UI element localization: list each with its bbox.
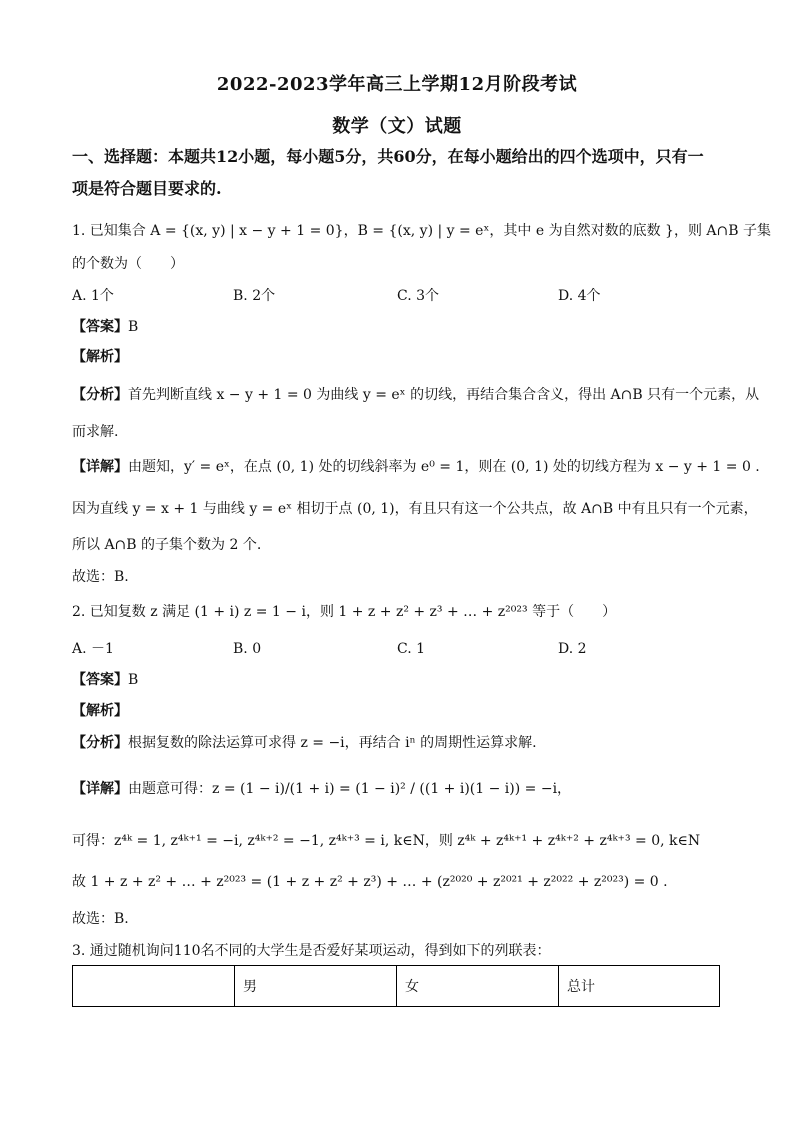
- answer-label: 【答案】: [72, 672, 128, 688]
- detail-text: 由题知，y′ = eˣ，在点 (0, 1) 处的切线斜率为 e⁰ = 1，则在 (0, 1) 处的切线方程为 x − y + 1 = 0 .: [128, 459, 760, 475]
- q1-stem-line1: 1. 已知集合 A = {(x, y) | x − y + 1 = 0}，B = {(x, y) | y = eˣ，其中 e 为自然对数的底数 }，则 A∩B 子集: [72, 223, 771, 239]
- q1-option-b: B. 2个: [233, 288, 276, 304]
- q2-option-d: D. 2: [558, 641, 587, 657]
- answer-value: B: [128, 319, 139, 335]
- page-title: 2022-2023学年高三上学期12月阶段考试: [216, 74, 578, 95]
- page-subtitle: 数学（文）试题: [332, 116, 462, 137]
- q1-option-c: C. 3个: [397, 288, 440, 304]
- detail-label: 【详解】: [72, 459, 128, 475]
- q1-analysis-label: 【解析】: [72, 349, 128, 365]
- q2-analysis-label: 【解析】: [72, 703, 128, 719]
- table-header-female: 女: [397, 966, 559, 1006]
- q1-option-a: A. 1个: [72, 288, 114, 304]
- section-heading-line1: 一、选择题：本题共12小题，每小题5分，共60分，在每小题给出的四个选项中，只有一: [72, 147, 704, 166]
- q3-stem: 3. 通过随机询问110名不同的大学生是否爱好某项运动，得到如下的列联表：: [72, 943, 551, 959]
- answer-value: B: [128, 672, 139, 688]
- q2-option-c: C. 1: [397, 641, 426, 657]
- q1-answer: [72, 318, 732, 336]
- q2-conclusion: 故选：B.: [72, 911, 129, 927]
- q2-answer: [72, 671, 732, 689]
- fenxi-label: 【分析】: [72, 735, 128, 751]
- fenxi-label: 【分析】: [72, 387, 128, 403]
- section-heading-line2: 项是符合题目要求的.: [72, 179, 222, 198]
- contingency-table: [72, 965, 720, 1007]
- q1-detail-line3: 所以 A∩B 的子集个数为 2 个.: [72, 537, 262, 553]
- q2-option-b: B. 0: [233, 641, 262, 657]
- q1-conclusion: 故选：B.: [72, 569, 129, 585]
- q2-fenxi-line1: [72, 734, 732, 752]
- table-header-total: 总计: [567, 979, 595, 995]
- q2-detail-line2: 可得：z⁴ᵏ = 1, z⁴ᵏ⁺¹ = −i, z⁴ᵏ⁺² = −1, z⁴ᵏ⁺³ = i, k∈N，则 z⁴ᵏ + z⁴ᵏ⁺¹ + z⁴ᵏ⁺² + z⁴ᵏ⁺³ = 0, k∈N: [72, 833, 701, 849]
- fenxi-text: 根据复数的除法运算可求得 z = −i，再结合 iⁿ 的周期性运算求解.: [128, 735, 537, 751]
- q1-fenxi-line1: [72, 386, 760, 404]
- table-header-male: 男: [235, 966, 397, 1006]
- q2-detail-line3: 故 1 + z + z² + … + z²⁰²³ = (1 + z + z² + z³) + … + (z²⁰²⁰ + z²⁰²¹ + z²⁰²² + z²⁰²³) = 0 .: [72, 874, 668, 890]
- q1-stem-line2: 的个数为（ ）: [72, 256, 184, 272]
- q2-detail-line1: [72, 780, 732, 798]
- q1-detail-line2: 因为直线 y = x + 1 与曲线 y = eˣ 相切于点 (0, 1)，有且只有这一个公共点，故 A∩B 中有且只有一个元素，: [72, 501, 758, 517]
- q2-option-a: A. －1: [72, 641, 114, 657]
- answer-label: 【答案】: [72, 319, 128, 335]
- q1-detail-line1: [72, 458, 760, 476]
- fenxi-text: 首先判断直线 x − y + 1 = 0 为曲线 y = eˣ 的切线，再结合集合含义，得出 A∩B 只有一个元素，从: [128, 387, 760, 403]
- q2-stem: 2. 已知复数 z 满足 (1 + i) z = 1 − i，则 1 + z + z² + z³ + … + z²⁰²³ 等于（ ）: [72, 604, 617, 620]
- table-header-blank: [73, 966, 235, 1006]
- detail-text: 由题意可得：z = (1 − i)/(1 + i) = (1 − i)² / ((1 + i)(1 − i)) = −i，: [128, 781, 572, 797]
- detail-label: 【详解】: [72, 781, 128, 797]
- q1-option-d: D. 4个: [558, 288, 601, 304]
- q1-fenxi-line2: 而求解.: [72, 424, 119, 440]
